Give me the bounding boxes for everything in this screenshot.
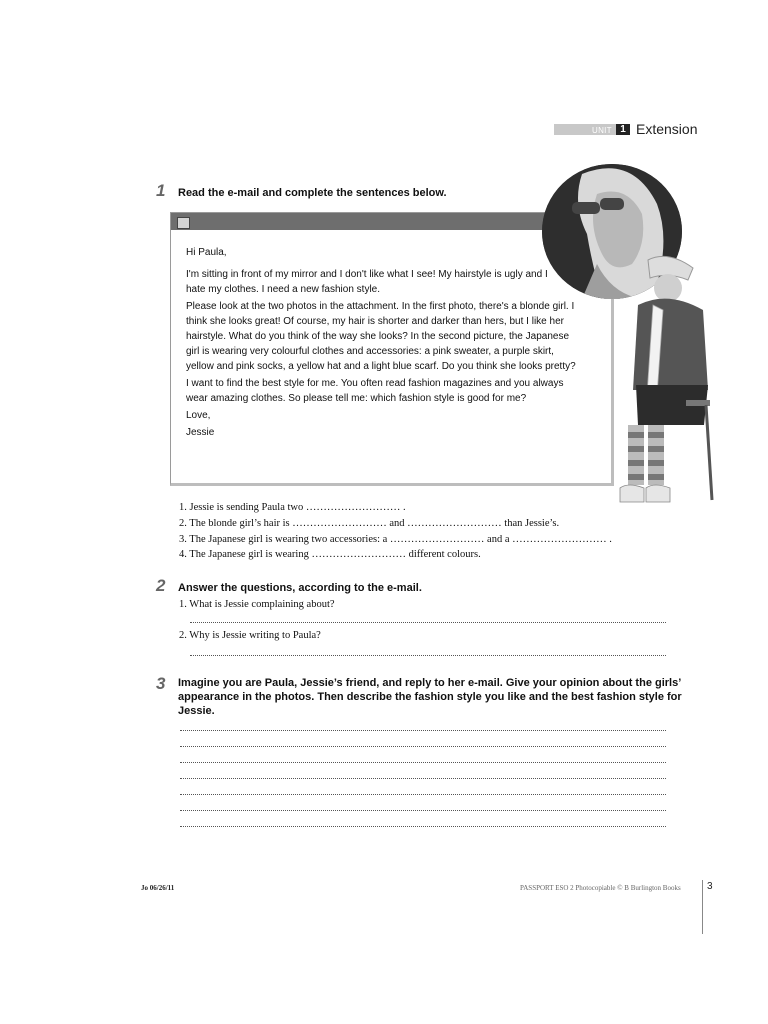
writing-line[interactable] (180, 794, 666, 795)
answer-line-2[interactable] (190, 655, 666, 656)
writing-line[interactable] (180, 746, 666, 747)
writing-line[interactable] (180, 730, 666, 731)
exercise-3-instruction: Imagine you are Paula, Jessie’s friend, and reply to her e-mail. Give your opinion about the girls’ appearance in the photos. Then describe the fashion style you like and the best fashion style for Jessie. (178, 677, 682, 717)
unit-number: 1 (616, 124, 630, 135)
writing-line[interactable] (180, 810, 666, 811)
footer-credit: PASSPORT ESO 2 Photocopiable © B Burlington Books (520, 884, 681, 892)
section-title: Extension (636, 121, 698, 137)
writing-line[interactable] (180, 826, 666, 827)
email-greeting: Hi Paula, (186, 247, 227, 258)
exercise-1-number: 1 (156, 181, 166, 200)
page-number: 3 (707, 881, 713, 892)
sentence-1: 1. Jessie is sending Paula two ……………………… . (179, 502, 406, 513)
writing-line[interactable] (180, 762, 666, 763)
email-paragraph-3: I want to find the best style for me. You often read fashion magazines and you always wear amazing clothes. So please tell me: which fashion style is good for me? (186, 378, 564, 404)
unit-label: UNIT (592, 126, 612, 135)
answer-line-1[interactable] (190, 622, 666, 623)
sentence-4: 4. The Japanese girl is wearing ……………………… different colours. (179, 549, 481, 560)
sentence-3: 3. The Japanese girl is wearing two accessories: a ……………………… and a ……………………… . (179, 534, 612, 545)
footer-code: Jo 06/26/11 (141, 884, 175, 892)
exercise-2-instruction: Answer the questions, according to the e-mail. (178, 582, 422, 594)
sentence-2: 2. The blonde girl’s hair is ……………………… and ……………………… than Jessie’s. (179, 518, 560, 529)
email-paragraph-1: I'm sitting in front of my mirror and I don't like what I see! My hairstyle is ugly and I hate my clothes. I need a new fashion style. (186, 269, 548, 295)
window-icon (177, 217, 190, 229)
exercise-1-instruction: Read the e-mail and complete the sentences below. (178, 187, 447, 199)
japanese-girl-photo (608, 250, 718, 520)
question-1: 1. What is Jessie complaining about? (179, 599, 335, 610)
writing-line[interactable] (180, 778, 666, 779)
footer-divider (702, 880, 703, 934)
exercise-2-number: 2 (156, 576, 166, 595)
email-paragraph-2: Please look at the two photos in the attachment. In the first photo, there's a blonde girl. I think she looks great! Of course, my hair is shorter and darker than hers, but I like her hairstyle. What do you think of the way she looks? In the second picture, the Japanese girl is wearing very colourful clothes and accessories: a pink sweater, a purple skirt, yellow and pink socks, a yellow hat and a light blue scarf. Do you think she looks pretty? (186, 301, 576, 372)
exercise-3-number: 3 (156, 674, 166, 693)
email-signature: Jessie (186, 427, 215, 438)
email-signoff: Love, (186, 410, 211, 421)
question-2: 2. Why is Jessie writing to Paula? (179, 630, 321, 641)
email-body (186, 245, 586, 442)
